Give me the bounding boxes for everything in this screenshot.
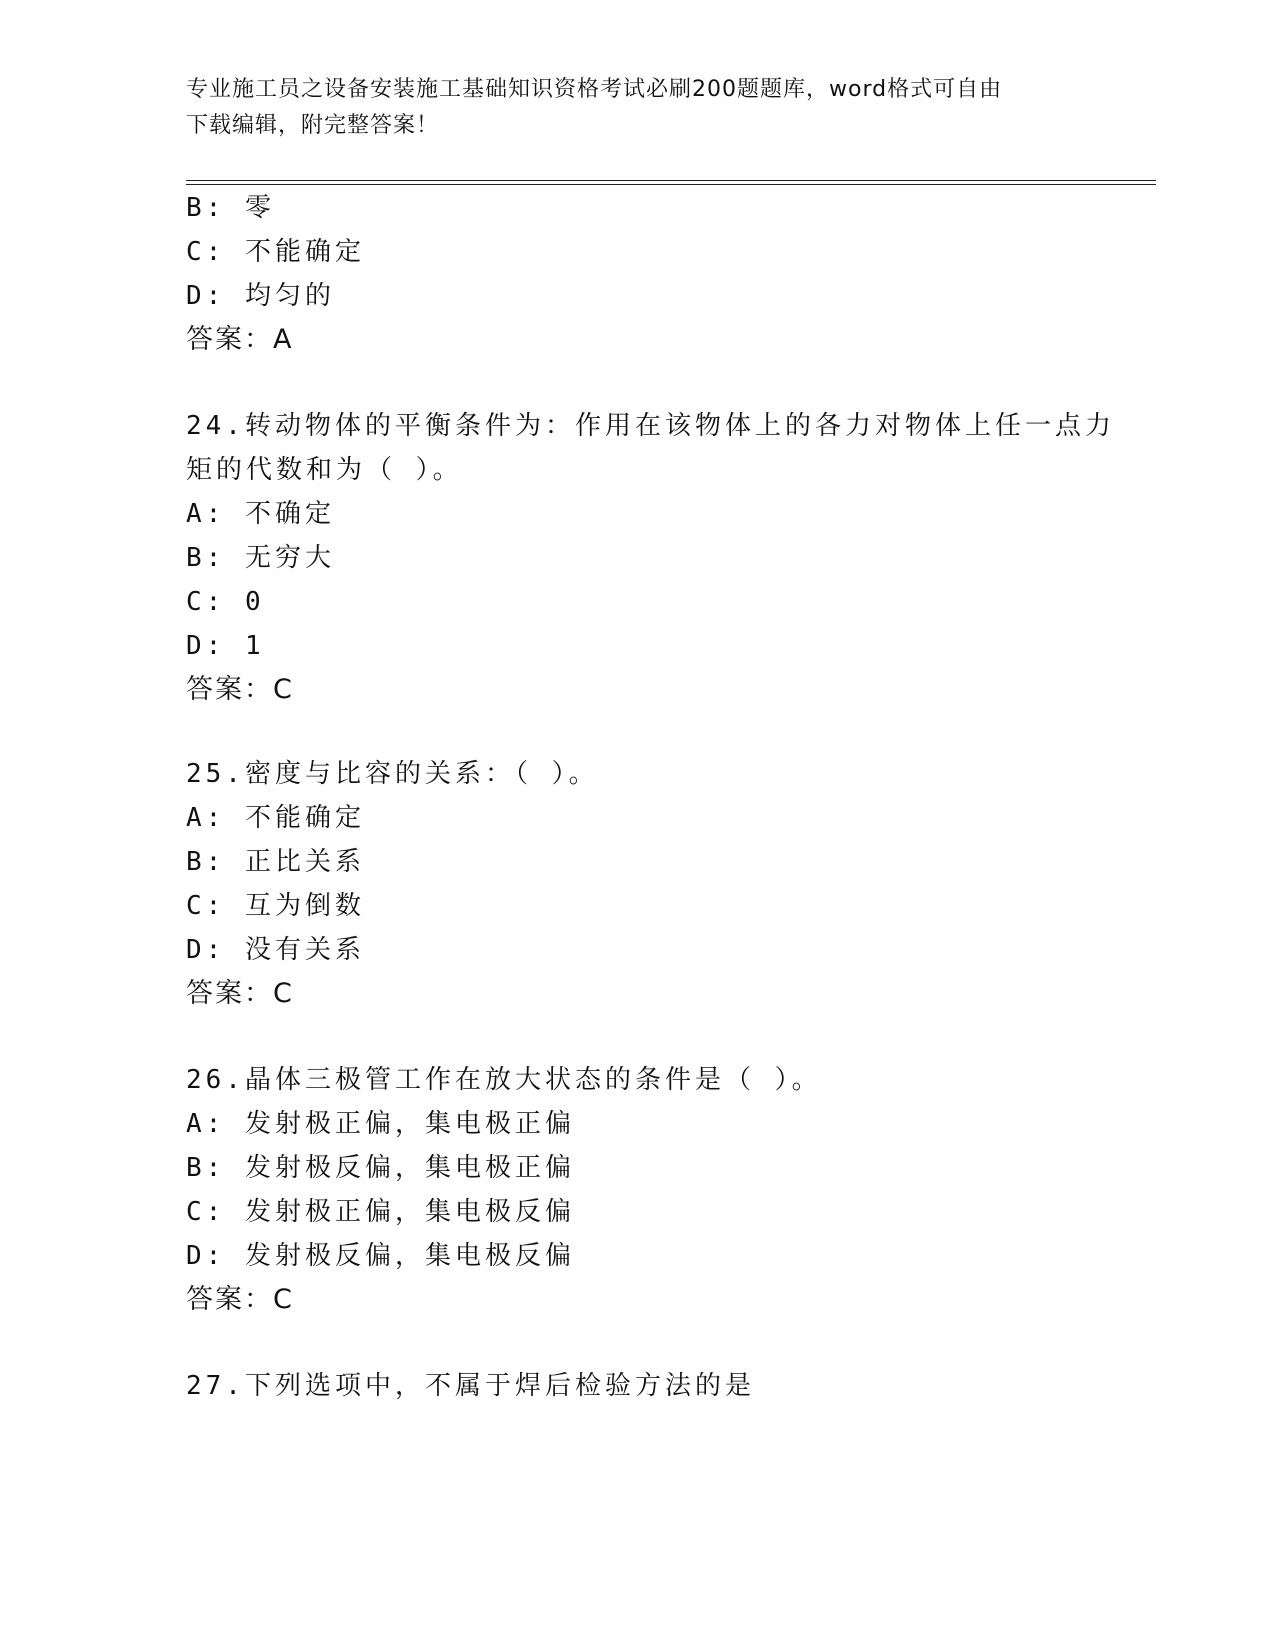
q24-stem-line-1: 24.转动物体的平衡条件为：作用在该物体上的各力对物体上任一点力 xyxy=(186,411,1115,441)
header-line-2: 下载编辑，附完整答案！ xyxy=(186,113,440,138)
header-line-1: 专业施工员之设备安装施工基础知识资格考试必刷200题题库，word格式可自由 xyxy=(186,77,1003,102)
q24-stem-line-2: 矩的代数和为（ ）。 xyxy=(186,455,463,485)
q25-stem: 25.密度与比容的关系：（ ）。 xyxy=(186,759,599,789)
q24-option-b: B: 无穷大 xyxy=(186,543,335,573)
q24-option-c: C: 0 xyxy=(186,587,265,617)
q23-option-c: C: 不能确定 xyxy=(186,237,365,267)
q23-option-d: D: 均匀的 xyxy=(186,281,335,311)
q24-option-d: D: 1 xyxy=(186,631,265,661)
q23-option-b: B: 零 xyxy=(186,193,275,223)
q24-answer: 答案：C xyxy=(186,674,294,705)
q26-option-c: C: 发射极正偏，集电极反偏 xyxy=(186,1197,575,1227)
q25-option-d: D: 没有关系 xyxy=(186,935,365,965)
q25-option-b: B: 正比关系 xyxy=(186,847,365,877)
q25-option-a: A: 不能确定 xyxy=(186,803,365,833)
q26-option-b: B: 发射极反偏，集电极正偏 xyxy=(186,1153,575,1183)
q23-answer: 答案：A xyxy=(186,324,294,355)
header-divider xyxy=(186,180,1156,185)
q26-option-d: D: 发射极反偏，集电极反偏 xyxy=(186,1241,575,1271)
q26-stem: 26.晶体三极管工作在放大状态的条件是（ ）。 xyxy=(186,1065,822,1095)
document-header xyxy=(186,72,1086,144)
q26-option-a: A: 发射极正偏，集电极正偏 xyxy=(186,1109,575,1139)
q25-option-c: C: 互为倒数 xyxy=(186,891,365,921)
q24-option-a: A: 不确定 xyxy=(186,499,335,529)
q26-answer: 答案：C xyxy=(186,1284,294,1315)
q25-answer: 答案：C xyxy=(186,978,294,1009)
q27-stem: 27.下列选项中，不属于焊后检验方法的是 xyxy=(186,1371,755,1401)
